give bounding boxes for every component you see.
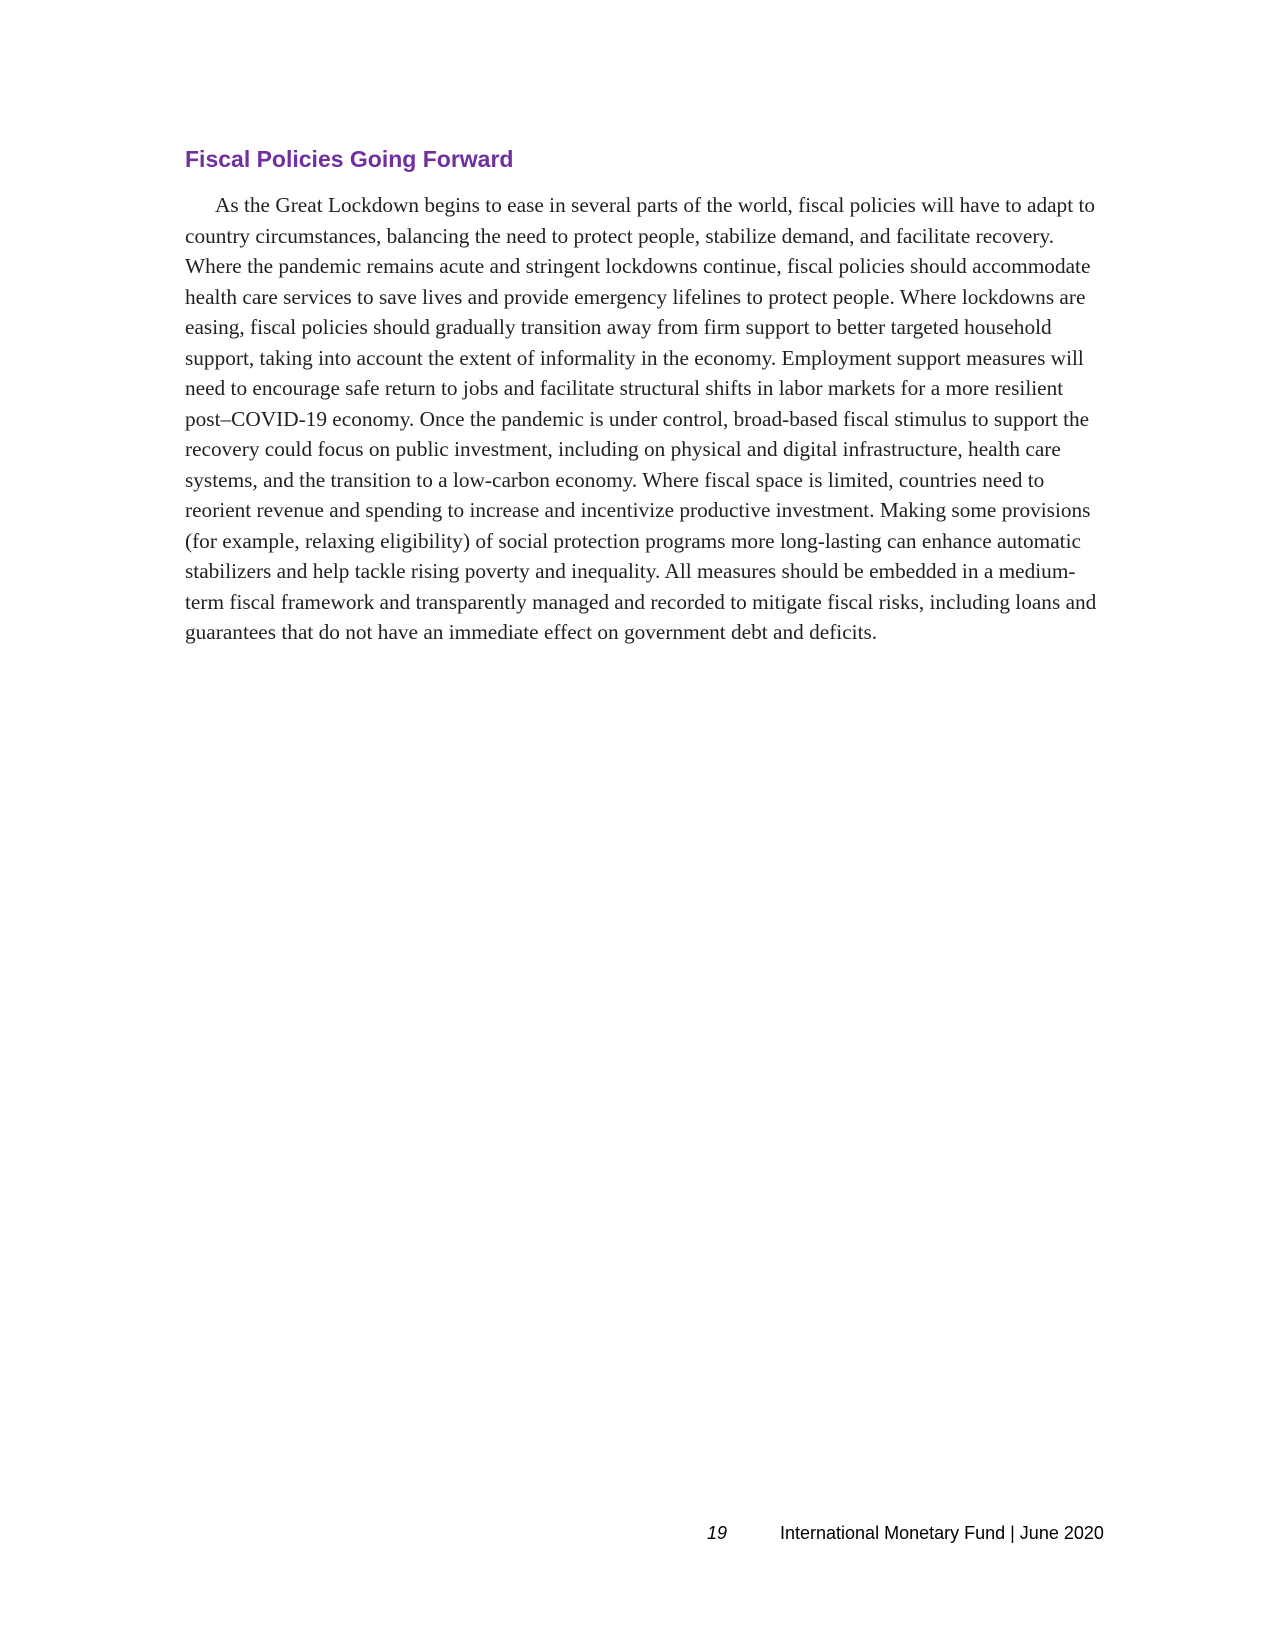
footer-source: International Monetary Fund | June 2020 [780, 1523, 1104, 1543]
page-number: 19 [707, 1523, 728, 1543]
body-paragraph: As the Great Lockdown begins to ease in several parts of the world, fiscal policies will have to adapt to country circumstances, balancing the need to protect people, stabilize demand, and facilitate recovery. Where the pandemic remains acute and stringent lockdowns continue, fiscal policies should accommodate health care services to save lives and provide emergency lifelines to protect people. Where lockdowns are easing, fiscal policies should gradually transition away from firm support to better targeted household support, taking into account the extent of informality in the economy. Employment support measures will need to encourage safe return to jobs and facilitate structural shifts in labor markets for a more resilient post–COVID-19 economy. Once the pandemic is under control, broad-based fiscal stimulus to support the recovery could focus on public investment, including on physical and digital infrastructure, health care systems, and the transition to a low-carbon economy. Where fiscal space is limited, countries need to reorient revenue and spending to increase and incentivize productive investment. Making some provisions (for example, relaxing eligibility) of social protection programs more long-lasting can enhance automatic stabilizers and help tackle rising poverty and inequality. All measures should be embedded in a medium-term fiscal framework and transparently managed and recorded to mitigate fiscal risks, including loans and guarantees that do not have an immediate effect on government debt and deficits. [185, 193, 1097, 644]
section-heading: Fiscal Policies Going Forward [185, 146, 514, 172]
